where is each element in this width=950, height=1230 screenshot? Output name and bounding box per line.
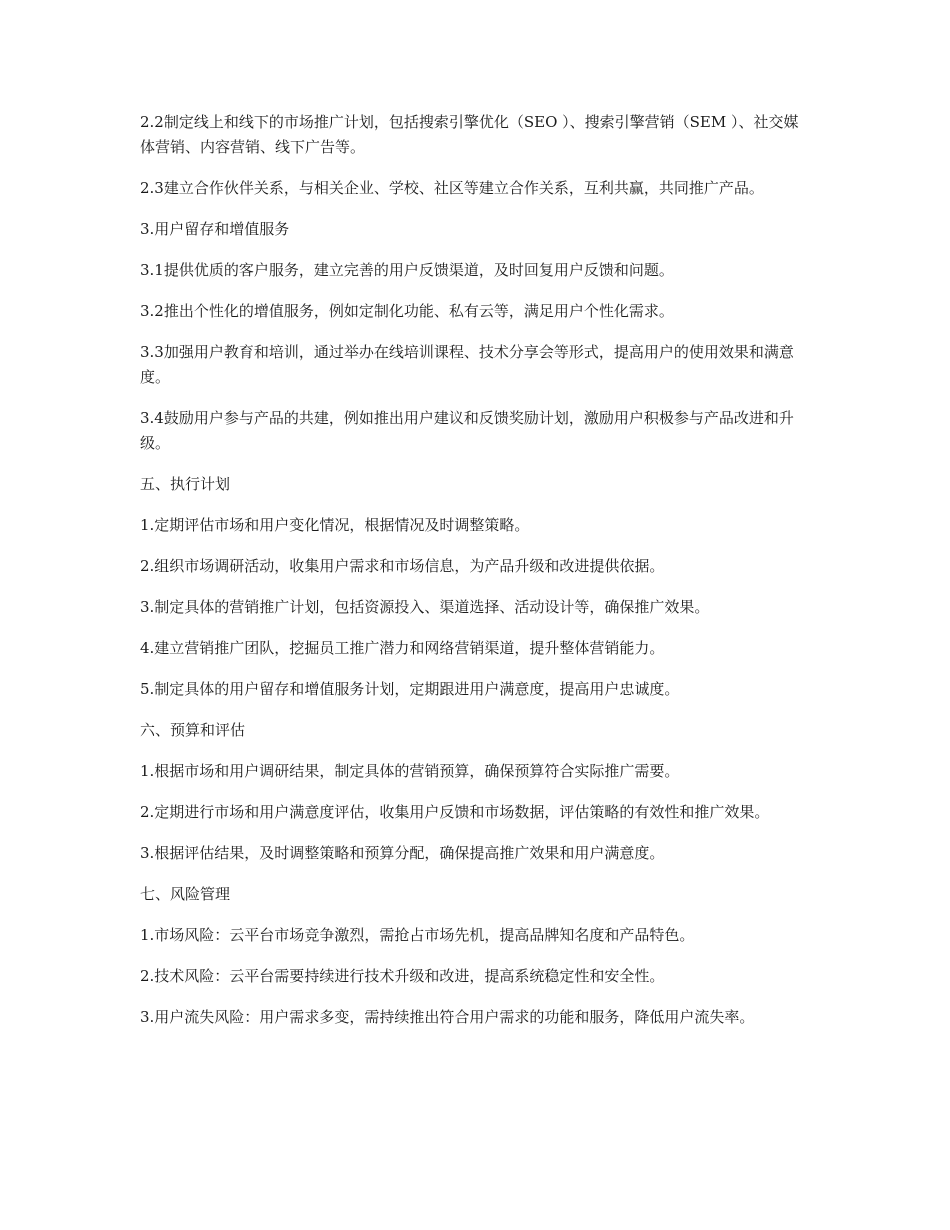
paragraph-3-2: 3.2推出个性化的增值服务，例如定制化功能、私有云等，满足用户个性化需求。: [140, 302, 674, 320]
execution-item-4: 4.建立营销推广团队，挖掘员工推广潜力和网络营销渠道，提升整体营销能力。: [140, 639, 665, 657]
paragraph-2-3: 2.3建立合作伙伴关系，与相关企业、学校、社区等建立合作关系，互利共赢，共同推广产品。: [140, 179, 764, 197]
execution-item-1: 1.定期评估市场和用户变化情况，根据情况及时调整策略。: [140, 516, 530, 534]
section-heading-3: 3.用户留存和增值服务: [140, 220, 290, 238]
paragraph-3-1: 3.1提供优质的客户服务，建立完善的用户反馈渠道，及时回复用户反馈和问题。: [140, 261, 674, 279]
risk-item-3: 3.用户流失风险：用户需求多变，需持续推出符合用户需求的功能和服务，降低用户流失率。: [140, 1008, 755, 1026]
paragraph-3-3: 3.3加强用户教育和培训，通过举办在线培训课程、技术分享会等形式，提高用户的使用效果和满意度。: [140, 343, 794, 386]
budget-item-1: 1.根据市场和用户调研结果，制定具体的营销预算，确保预算符合实际推广需要。: [140, 762, 680, 780]
risk-item-2: 2.技术风险：云平台需要持续进行技术升级和改进，提高系统稳定性和安全性。: [140, 967, 665, 985]
paragraph-3-4: 3.4鼓励用户参与产品的共建，例如推出用户建议和反馈奖励计划，激励用户积极参与产品改进和升级。: [140, 409, 794, 452]
risk-item-1: 1.市场风险：云平台市场竞争激烈，需抢占市场先机，提高品牌知名度和产品特色。: [140, 926, 695, 944]
execution-item-3: 3.制定具体的营销推广计划，包括资源投入、渠道选择、活动设计等，确保推广效果。: [140, 598, 710, 616]
execution-item-5: 5.制定具体的用户留存和增值服务计划，定期跟进用户满意度，提高用户忠诚度。: [140, 680, 680, 698]
execution-item-2: 2.组织市场调研活动，收集用户需求和市场信息，为产品升级和改进提供依据。: [140, 557, 665, 575]
heading-risk-management: 七、风险管理: [140, 885, 231, 903]
heading-budget-evaluation: 六、预算和评估: [140, 721, 246, 739]
heading-execution-plan: 五、执行计划: [140, 475, 231, 493]
document-body: [140, 110, 810, 1046]
paragraph-2-2: 2.2制定线上和线下的市场推广计划，包括搜索引擎优化（SEO ）、搜索引擎营销（SEM ）、社交媒体营销、内容营销、线下广告等。: [140, 113, 799, 156]
budget-item-3: 3.根据评估结果，及时调整策略和预算分配，确保提高推广效果和用户满意度。: [140, 844, 665, 862]
budget-item-2: 2.定期进行市场和用户满意度评估，收集用户反馈和市场数据，评估策略的有效性和推广效果。: [140, 803, 770, 821]
